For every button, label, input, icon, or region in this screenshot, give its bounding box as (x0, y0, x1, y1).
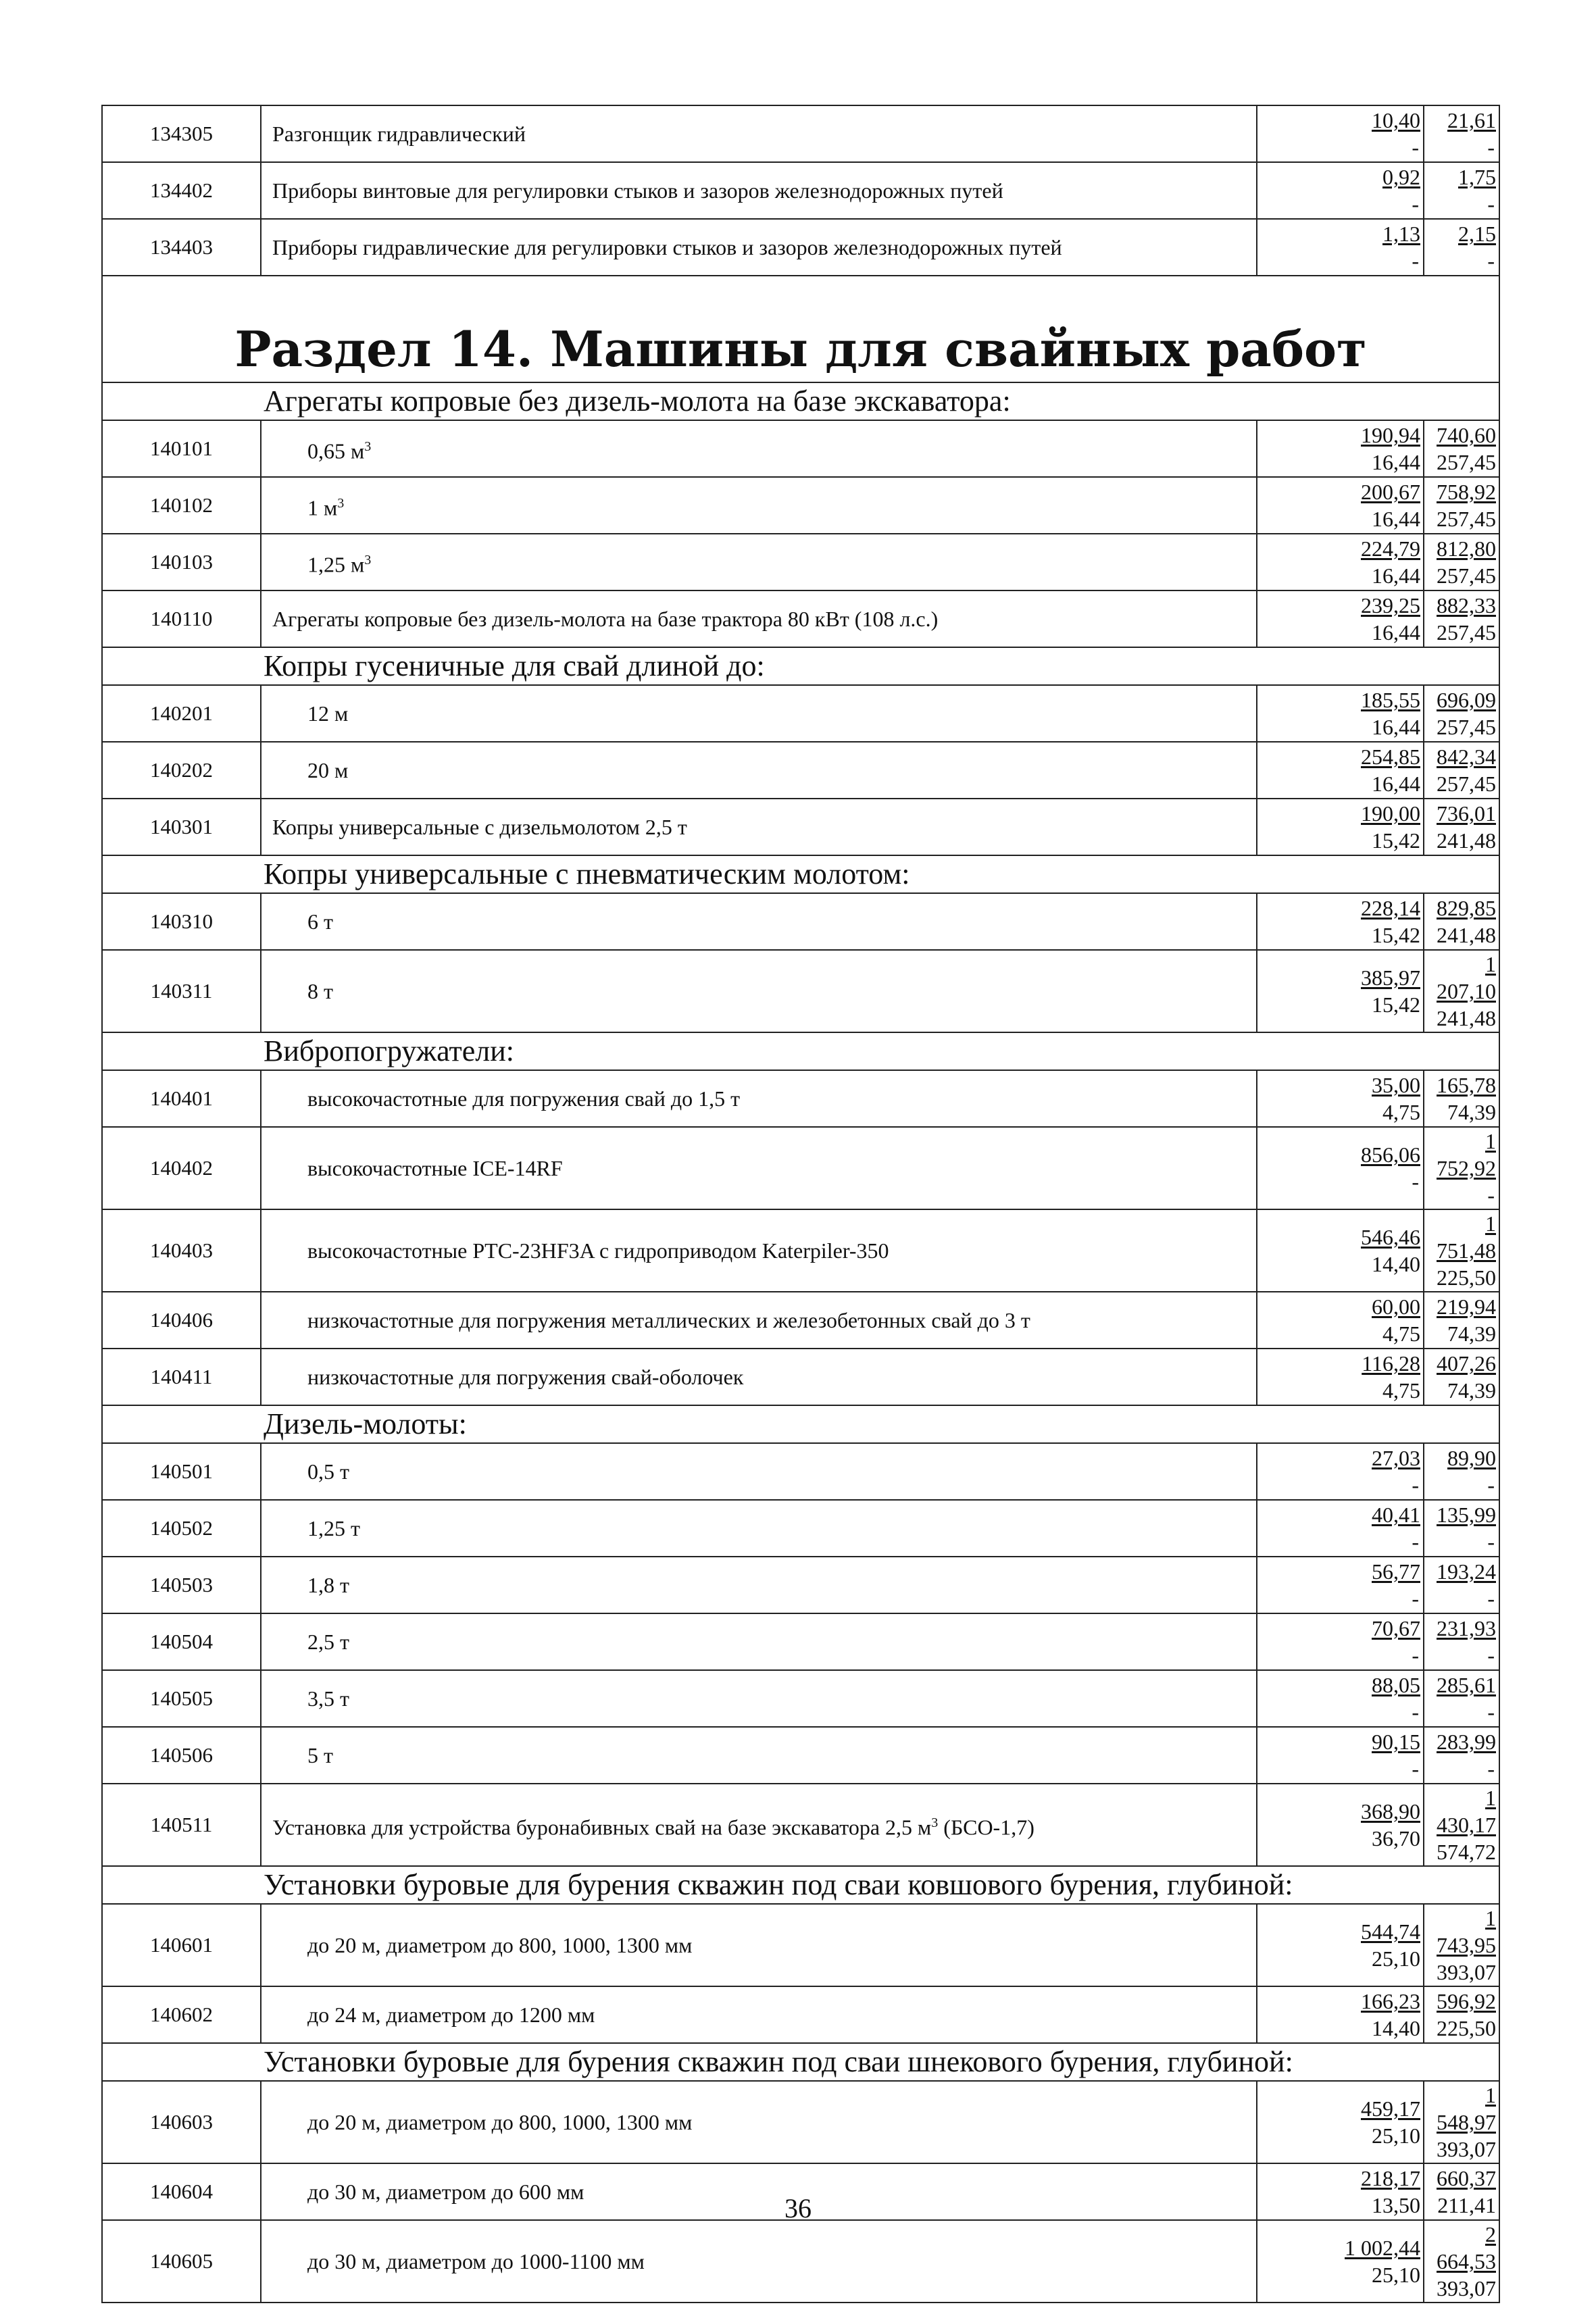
table-row (102, 1904, 1499, 1986)
wage-value: 4,75 (1382, 1100, 1420, 1124)
table-row (102, 1727, 1499, 1784)
rate-cell (1424, 1613, 1499, 1670)
rate-value: 218,17 (1361, 2166, 1420, 2190)
rate-value: 231,93 (1437, 1616, 1496, 1640)
machine-name: 1 $м^3$ (261, 477, 1257, 534)
rate-value: 40,41 (1372, 1503, 1420, 1527)
rate-value: 224,79 (1361, 536, 1420, 561)
wage-value: - (1412, 192, 1419, 216)
rate-cell (1424, 105, 1499, 162)
wage-value: 225,50 (1437, 1265, 1496, 1290)
rate-value: 882,33 (1437, 593, 1496, 618)
wage-value: 25,10 (1372, 2263, 1420, 2287)
table-row (102, 799, 1499, 855)
machine-name: до 20 м, диаметром до 800, 1000, 1300 мм (261, 1904, 1257, 1986)
rate-value: 21,61 (1447, 108, 1496, 132)
rate-cell (1424, 893, 1499, 950)
rate-value: 185,55 (1361, 688, 1420, 712)
machine-name: Агрегаты копровые без дизель-молота на базе трактора 80 кВт (108 л.с.) (261, 590, 1257, 647)
machine-name: высокочастотные ICE-14RF (261, 1127, 1257, 1209)
rate-cell (1257, 1557, 1424, 1613)
machine-name: 6 т (261, 893, 1257, 950)
rate-cell (1257, 799, 1424, 855)
rate-value: 1 752,92 (1437, 1129, 1496, 1180)
wage-value: - (1412, 135, 1419, 159)
rate-value: 89,90 (1447, 1446, 1496, 1470)
machine-name: Копры универсальные с дизельмолотом 2,5 т (261, 799, 1257, 855)
wage-value: 241,48 (1437, 1006, 1496, 1030)
rate-value: 35,00 (1372, 1073, 1420, 1097)
machine-code: 134402 (102, 162, 261, 219)
wage-value: 15,42 (1372, 828, 1420, 853)
machine-code: 140605 (102, 2220, 261, 2303)
wage-value: 14,40 (1372, 2016, 1420, 2040)
wage-value: 257,45 (1437, 450, 1496, 474)
group-title: Установки буровые для бурения скважин под сваи ковшового бурения, глубиной: (102, 1866, 1499, 1904)
rate-cell (1257, 742, 1424, 799)
table-row (102, 1292, 1499, 1349)
rate-value: 546,46 (1361, 1225, 1420, 1249)
wage-value: 393,07 (1437, 2276, 1496, 2300)
table-row (102, 477, 1499, 534)
rate-cell (1424, 1784, 1499, 1866)
machine-name: низкочастотные для погружения металлических и железобетонных свай до 3 т (261, 1292, 1257, 1349)
machine-name: 12 м (261, 685, 1257, 742)
rate-value: 660,37 (1437, 2166, 1496, 2190)
rate-cell (1257, 1784, 1424, 1866)
wage-value: - (1487, 1183, 1495, 1207)
table-row (102, 590, 1499, 647)
rate-value: 135,99 (1437, 1503, 1496, 1527)
rate-cell (1424, 799, 1499, 855)
table-row (102, 105, 1499, 162)
table-row (102, 1557, 1499, 1613)
table-row (102, 1070, 1499, 1127)
table-row (102, 534, 1499, 590)
rate-value: 758,92 (1437, 480, 1496, 504)
machine-code: 140301 (102, 799, 261, 855)
rate-cell (1257, 1349, 1424, 1405)
machine-code: 140604 (102, 2163, 261, 2220)
table-row (102, 1443, 1499, 1500)
rate-value: 166,23 (1361, 1989, 1420, 2013)
table-row (102, 1349, 1499, 1405)
table-row (102, 685, 1499, 742)
wage-value: - (1412, 1586, 1419, 1611)
rate-cell (1424, 534, 1499, 590)
rate-value: 239,25 (1361, 593, 1420, 618)
machine-name: 2,5 т (261, 1613, 1257, 1670)
rate-value: 254,85 (1361, 745, 1420, 769)
wage-value: - (1487, 1530, 1495, 1554)
group-title: Копры универсальные с пневматическим молотом: (102, 855, 1499, 893)
rate-value: 228,14 (1361, 896, 1420, 920)
wage-value: 257,45 (1437, 715, 1496, 739)
wage-value: 16,44 (1372, 563, 1420, 588)
machine-code: 140504 (102, 1613, 261, 1670)
machine-name: 5 т (261, 1727, 1257, 1784)
wage-value: - (1487, 135, 1495, 159)
machine-name: до 20 м, диаметром до 800, 1000, 1300 мм (261, 2081, 1257, 2163)
machine-name: 3,5 т (261, 1670, 1257, 1727)
rate-value: 1 002,44 (1345, 2236, 1420, 2260)
rate-value: 696,09 (1437, 688, 1496, 712)
table-row (102, 1209, 1499, 1292)
rate-value: 829,85 (1437, 896, 1496, 920)
machine-code: 134403 (102, 219, 261, 276)
wage-value: 225,50 (1437, 2016, 1496, 2040)
wage-value: 241,48 (1437, 923, 1496, 947)
machine-code: 140102 (102, 477, 261, 534)
rate-cell (1424, 1349, 1499, 1405)
machine-name: низкочастотные для погружения свай-оболочек (261, 1349, 1257, 1405)
group-header-row (102, 647, 1499, 685)
rate-value: 1,75 (1458, 165, 1496, 189)
wage-value: - (1412, 1169, 1419, 1194)
machine-name: до 30 м, диаметром до 600 мм (261, 2163, 1257, 2220)
wage-value: 16,44 (1372, 507, 1420, 531)
group-title: Дизель-молоты: (102, 1405, 1499, 1443)
rate-value: 0,92 (1382, 165, 1420, 189)
wage-value: 4,75 (1382, 1378, 1420, 1403)
rate-value: 116,28 (1362, 1351, 1420, 1376)
rate-cell (1257, 1292, 1424, 1349)
wage-value: - (1487, 1643, 1495, 1667)
rate-cell (1424, 477, 1499, 534)
rate-cell (1424, 1209, 1499, 1292)
wage-value: 393,07 (1437, 1960, 1496, 1984)
machine-name: до 30 м, диаметром до 1000-1100 мм (261, 2220, 1257, 2303)
table-row (102, 1500, 1499, 1557)
machine-code: 140502 (102, 1500, 261, 1557)
rate-cell (1424, 1500, 1499, 1557)
machine-name: до 24 м, диаметром до 1200 мм (261, 1986, 1257, 2043)
machine-code: 140402 (102, 1127, 261, 1209)
rate-cell (1424, 219, 1499, 276)
wage-value: 16,44 (1372, 620, 1420, 645)
wage-value: 211,41 (1437, 2193, 1496, 2217)
rate-value: 1 430,17 (1437, 1786, 1496, 1837)
machine-code: 140311 (102, 950, 261, 1032)
price-sheet (101, 105, 1499, 2303)
machine-name: 8 т (261, 950, 1257, 1032)
rate-cell (1424, 950, 1499, 1032)
section-row (102, 276, 1499, 382)
table-row (102, 950, 1499, 1032)
machine-name: Приборы винтовые для регулировки стыков и зазоров железнодорожных путей (261, 162, 1257, 219)
rate-value: 1 548,97 (1437, 2083, 1496, 2134)
rate-cell (1424, 420, 1499, 477)
wage-value: 257,45 (1437, 772, 1496, 796)
group-title: Вибропогружатели: (102, 1032, 1499, 1070)
rate-cell (1257, 1727, 1424, 1784)
wage-value: - (1487, 1700, 1495, 1724)
table-row (102, 420, 1499, 477)
machine-code: 140103 (102, 534, 261, 590)
rate-cell (1257, 950, 1424, 1032)
rate-value: 165,78 (1437, 1073, 1496, 1097)
rate-cell (1257, 590, 1424, 647)
machine-code: 140202 (102, 742, 261, 799)
machine-code: 140501 (102, 1443, 261, 1500)
rate-cell (1257, 1670, 1424, 1727)
wage-value: - (1487, 1757, 1495, 1781)
rate-cell (1424, 1443, 1499, 1500)
rate-value: 219,94 (1437, 1294, 1496, 1319)
rate-cell (1257, 1613, 1424, 1670)
table-body (102, 105, 1499, 2303)
rate-cell (1424, 1670, 1499, 1727)
rate-value: 190,94 (1361, 423, 1420, 447)
machine-code: 140505 (102, 1670, 261, 1727)
rate-value: 56,77 (1372, 1559, 1420, 1584)
rate-value: 60,00 (1372, 1294, 1420, 1319)
rate-cell (1257, 1443, 1424, 1500)
group-header-row (102, 382, 1499, 420)
machine-name: 0,65 $м^3$ (261, 420, 1257, 477)
rate-cell (1257, 534, 1424, 590)
group-header-row (102, 855, 1499, 893)
wage-value: 13,50 (1372, 2193, 1420, 2217)
wage-value: 25,10 (1372, 1946, 1420, 1971)
table-row (102, 1784, 1499, 1866)
rate-value: 385,97 (1361, 965, 1420, 990)
rate-cell (1257, 685, 1424, 742)
wage-value: - (1487, 249, 1495, 273)
rate-cell (1424, 1727, 1499, 1784)
machine-code: 140503 (102, 1557, 261, 1613)
table-row (102, 893, 1499, 950)
section-title: Раздел 14. Машины для свайных работ (102, 276, 1499, 382)
wage-value: 15,42 (1372, 923, 1420, 947)
machines-table (101, 105, 1500, 2303)
group-header-row (102, 1032, 1499, 1070)
rate-value: 190,00 (1361, 801, 1420, 826)
machine-code: 140310 (102, 893, 261, 950)
rate-value: 1 743,95 (1437, 1906, 1496, 1957)
wage-value: - (1412, 1757, 1419, 1781)
wage-value: 25,10 (1372, 2123, 1420, 2148)
rate-cell (1257, 1070, 1424, 1127)
rate-value: 856,06 (1361, 1142, 1420, 1167)
machine-name: Установка для устройства буронабивных свай на базе экскаватора 2,5 $м^3$ (БСО-1,7) (261, 1784, 1257, 1866)
wage-value: - (1412, 1700, 1419, 1724)
rate-value: 283,99 (1437, 1730, 1496, 1754)
rate-value: 10,40 (1372, 108, 1420, 132)
wage-value: 16,44 (1372, 715, 1420, 739)
machine-code: 140406 (102, 1292, 261, 1349)
rate-value: 88,05 (1372, 1673, 1420, 1697)
rate-value: 596,92 (1437, 1989, 1496, 2013)
machine-code: 140506 (102, 1727, 261, 1784)
table-row (102, 1613, 1499, 1670)
wage-value: 15,42 (1372, 992, 1420, 1017)
wage-value: - (1412, 249, 1419, 273)
rate-cell (1257, 1500, 1424, 1557)
wage-value: - (1412, 1530, 1419, 1554)
machine-code: 140511 (102, 1784, 261, 1866)
rate-value: 90,15 (1372, 1730, 1420, 1754)
wage-value: 16,44 (1372, 772, 1420, 796)
rate-cell (1257, 893, 1424, 950)
table-row (102, 162, 1499, 219)
wage-value: 74,39 (1447, 1378, 1496, 1403)
machine-code: 140601 (102, 1904, 261, 1986)
wage-value: 257,45 (1437, 507, 1496, 531)
rate-cell (1257, 420, 1424, 477)
rate-value: 27,03 (1372, 1446, 1420, 1470)
rate-value: 459,17 (1361, 2096, 1420, 2121)
machine-code: 140201 (102, 685, 261, 742)
wage-value: 74,39 (1447, 1322, 1496, 1346)
table-row (102, 1670, 1499, 1727)
rate-value: 368,90 (1361, 1799, 1420, 1823)
machine-code: 140602 (102, 1986, 261, 2043)
rate-cell (1257, 162, 1424, 219)
machine-code: 140403 (102, 1209, 261, 1292)
group-title: Копры гусеничные для свай длиной до: (102, 647, 1499, 685)
machine-name: высокочастотные PTC-23HF3A с гидроприводом Katerpiler-350 (261, 1209, 1257, 1292)
wage-value: 74,39 (1447, 1100, 1496, 1124)
machine-name: Приборы гидравлические для регулировки стыков и зазоров железнодорожных путей (261, 219, 1257, 276)
rate-cell (1424, 685, 1499, 742)
rate-cell (1257, 1986, 1424, 2043)
rate-value: 812,80 (1437, 536, 1496, 561)
wage-value: 4,75 (1382, 1322, 1420, 1346)
rate-value: 740,60 (1437, 423, 1496, 447)
rate-cell (1257, 219, 1424, 276)
table-row (102, 742, 1499, 799)
rate-cell (1257, 477, 1424, 534)
rate-cell (1424, 1070, 1499, 1127)
rate-cell (1424, 1127, 1499, 1209)
rate-value: 1 751,48 (1437, 1211, 1496, 1263)
rate-cell (1257, 2220, 1424, 2303)
group-header-row (102, 2043, 1499, 2081)
machine-name: 1,25 т (261, 1500, 1257, 1557)
table-row (102, 1127, 1499, 1209)
wage-value: 574,72 (1437, 1840, 1496, 1864)
rate-cell (1424, 1904, 1499, 1986)
rate-cell (1424, 2081, 1499, 2163)
wage-value: - (1412, 1643, 1419, 1667)
rate-cell (1424, 1292, 1499, 1349)
machine-name: высокочастотные для погружения свай до 1,5 т (261, 1070, 1257, 1127)
machine-code: 140411 (102, 1349, 261, 1405)
rate-value: 544,74 (1361, 1919, 1420, 1944)
wage-value: - (1487, 1473, 1495, 1497)
rate-cell (1257, 105, 1424, 162)
machine-code: 140110 (102, 590, 261, 647)
wage-value: 257,45 (1437, 620, 1496, 645)
machine-code: 140603 (102, 2081, 261, 2163)
wage-value: - (1487, 1586, 1495, 1611)
group-title: Агрегаты копровые без дизель-молота на базе экскаватора: (102, 382, 1499, 420)
rate-value: 407,26 (1437, 1351, 1496, 1376)
rate-value: 736,01 (1437, 801, 1496, 826)
wage-value: - (1412, 1473, 1419, 1497)
rate-value: 70,67 (1372, 1616, 1420, 1640)
wage-value: 16,44 (1372, 450, 1420, 474)
wage-value: 14,40 (1372, 1252, 1420, 1276)
rate-cell (1257, 1127, 1424, 1209)
machine-name: 1,25 $м^3$ (261, 534, 1257, 590)
wage-value: - (1487, 192, 1495, 216)
machine-code: 140401 (102, 1070, 261, 1127)
wage-value: 257,45 (1437, 563, 1496, 588)
machine-name: 1,8 т (261, 1557, 1257, 1613)
wage-value: 393,07 (1437, 2137, 1496, 2161)
rate-value: 842,34 (1437, 745, 1496, 769)
rate-cell (1257, 1209, 1424, 1292)
machine-name: 0,5 т (261, 1443, 1257, 1500)
machine-name: 20 м (261, 742, 1257, 799)
page-number: 36 (784, 2193, 812, 2223)
rate-value: 2 664,53 (1437, 2222, 1496, 2273)
rate-cell (1257, 2081, 1424, 2163)
group-header-row (102, 1405, 1499, 1443)
table-row (102, 1986, 1499, 2043)
machine-name: Разгонщик гидравлический (261, 105, 1257, 162)
rate-cell (1424, 2220, 1499, 2303)
rate-cell (1424, 162, 1499, 219)
table-row (102, 2220, 1499, 2303)
rate-value: 2,15 (1458, 222, 1496, 246)
group-header-row (102, 1866, 1499, 1904)
rate-cell (1257, 1904, 1424, 1986)
machine-code: 140101 (102, 420, 261, 477)
table-row (102, 2081, 1499, 2163)
rate-cell (1424, 1986, 1499, 2043)
rate-cell (1424, 1557, 1499, 1613)
group-title: Установки буровые для бурения скважин под сваи шнекового бурения, глубиной: (102, 2043, 1499, 2081)
wage-value: 36,70 (1372, 1826, 1420, 1851)
rate-value: 200,67 (1361, 480, 1420, 504)
table-row (102, 219, 1499, 276)
rate-cell (1424, 590, 1499, 647)
wage-value: 241,48 (1437, 828, 1496, 853)
rate-value: 1 207,10 (1437, 952, 1496, 1003)
rate-cell (1424, 742, 1499, 799)
rate-value: 193,24 (1437, 1559, 1496, 1584)
machine-code: 134305 (102, 105, 261, 162)
rate-value: 285,61 (1437, 1673, 1496, 1697)
rate-value: 1,13 (1382, 222, 1420, 246)
